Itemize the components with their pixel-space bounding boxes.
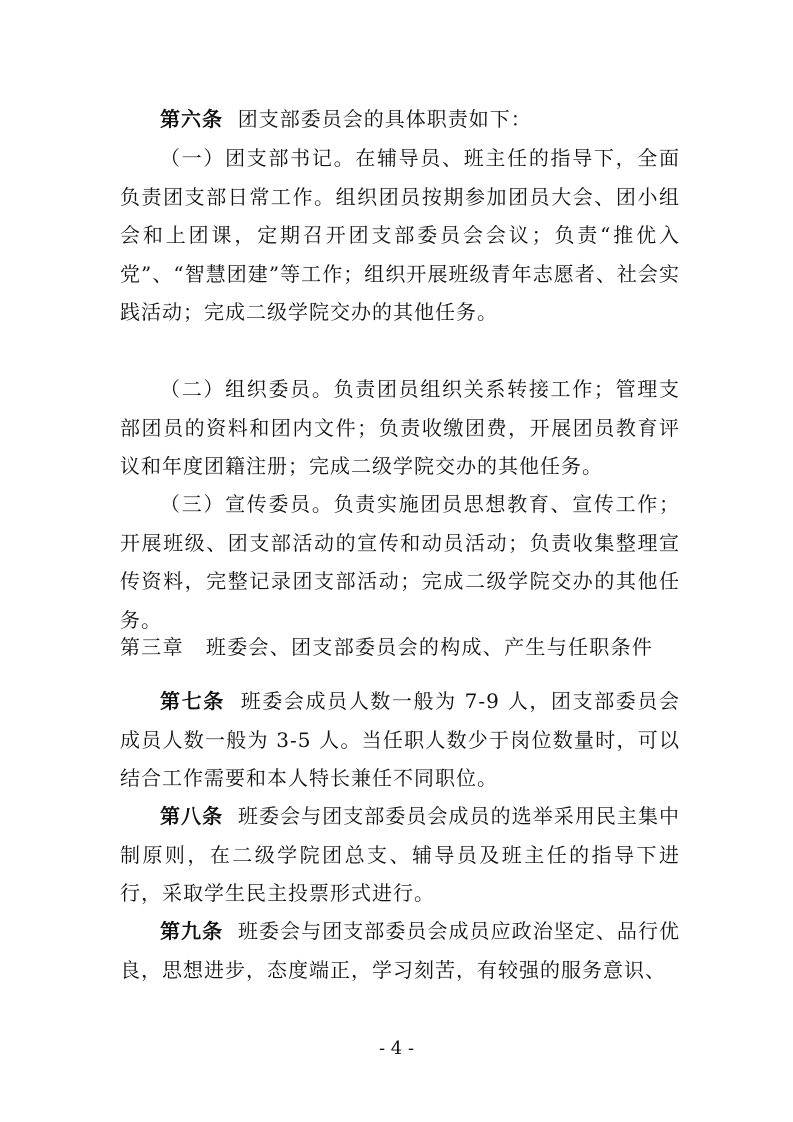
- article-8-label: 第八条: [160, 804, 224, 828]
- article-6-label: 第六条: [160, 107, 223, 131]
- chapter-title: 班委会、团支部委员会的构成、产生与任职条件: [205, 635, 654, 659]
- article-7-label: 第七条: [160, 689, 225, 713]
- article-9-label: 第九条: [160, 919, 224, 943]
- article-9: [120, 912, 680, 989]
- article-6-item-2: （二）组织委员。负责团员组织关系转接工作；管理支部团员的资料和团内文件；负责收缴团费，开展团员教育评议和年度团籍注册；完成二级学院交办的其他任务。: [120, 377, 680, 478]
- article-8-text: 班委会与团支部委员会成员的选举采用民主集中制原则，在二级学院团总支、辅导员及班主任的指导下进行，采取学生民主投票形式进行。: [120, 804, 681, 905]
- chapter-number: 第三章: [120, 635, 184, 659]
- article-6-text: 团支部委员会的具体职责如下：: [237, 107, 532, 131]
- article-7-text: 班委会成员人数一般为 7-9 人，团支部委员会成员人数一般为 3-5 人。当任职人数少于岗位数量时，可以结合工作需要和本人特长兼任不同职位。: [120, 689, 681, 790]
- article-6-heading: [120, 100, 680, 139]
- article-6-item-1: （一）团支部书记。在辅导员、班主任的指导下，全面负责团支部日常工作。组织团员按期参加团员大会、团小组会和上团课，定期召开团支部委员会会议；负责“推优入党”、“智慧团建”等工作；组织开展班级青年志愿者、社会实践活动；完成二级学院交办的其他任务。: [120, 146, 680, 324]
- chapter-heading: [120, 628, 680, 666]
- article-9-text: 班委会与团支部委员会成员应政治坚定、品行优良，思想进步，态度端正，学习刻苦，有较强的服务意识、: [120, 919, 681, 982]
- article-6-item-3: （三）宣传委员。负责实施团员思想教育、宣传工作；开展班级、团支部活动的宣传和动员活动；负责收集整理宣传资料，完整记录团支部活动；完成二级学院交办的其他任务。: [120, 492, 680, 632]
- page-number: - 4 -: [378, 1038, 415, 1059]
- article-8: [120, 797, 680, 913]
- article-7: [120, 682, 680, 798]
